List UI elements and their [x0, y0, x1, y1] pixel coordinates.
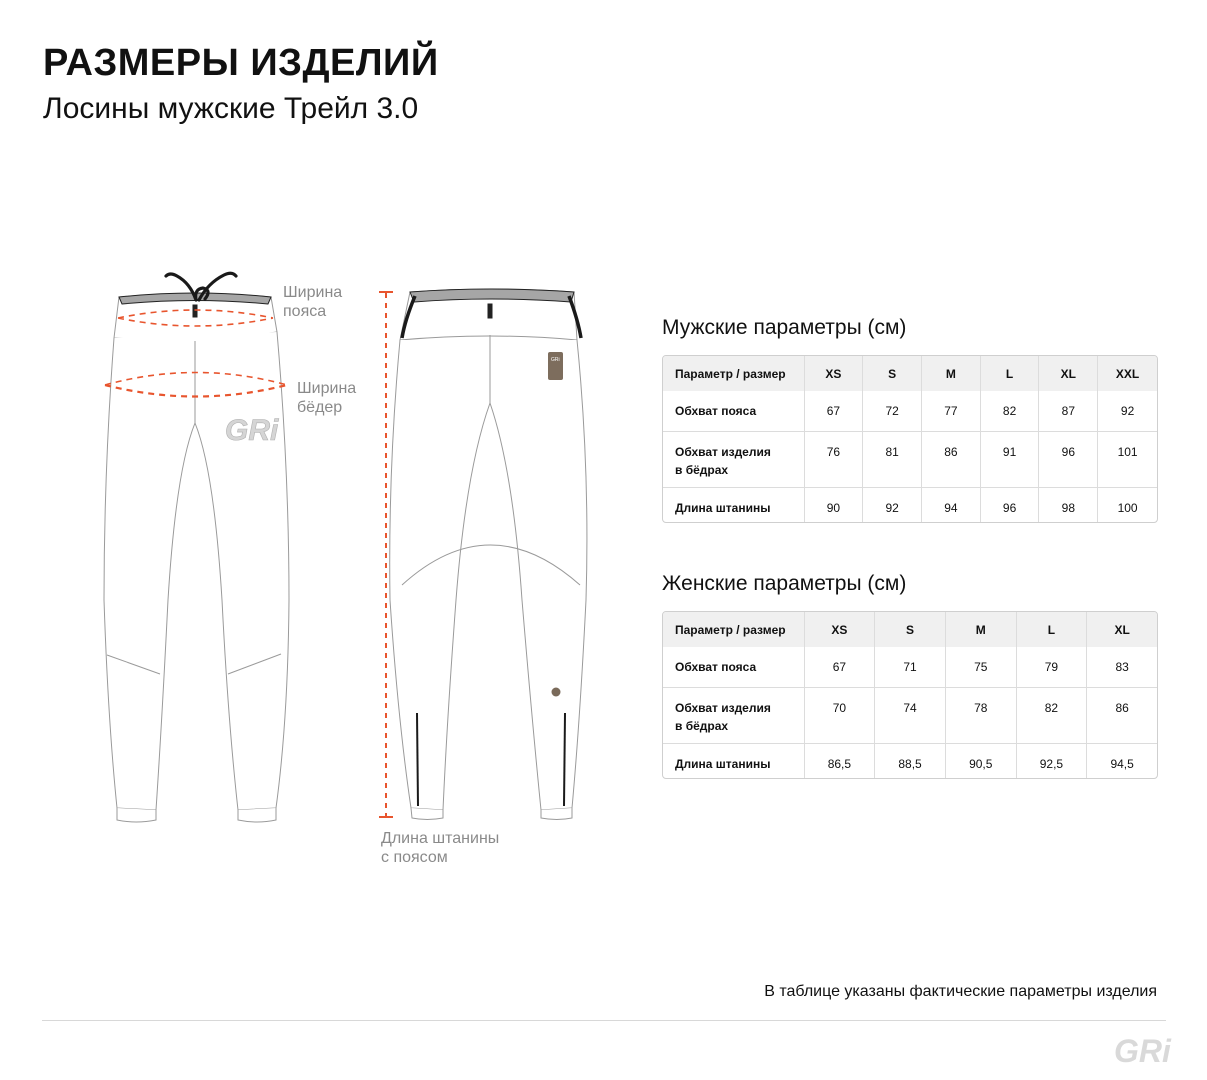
table-row	[663, 647, 1157, 688]
table-cell: 86	[1087, 688, 1157, 744]
table-cell: 92	[863, 488, 922, 522]
table-cell: 86	[922, 432, 981, 488]
table-header-row	[663, 612, 1157, 647]
table-cell: 90,5	[946, 744, 1017, 778]
women-size-table	[662, 611, 1158, 779]
row-label: Обхват пояса	[663, 647, 805, 688]
table-cell: 94,5	[1110, 757, 1134, 771]
header-cell: XS	[805, 612, 876, 647]
table-cell: 82	[981, 391, 1040, 432]
product-name: Лосины мужские Трейл 3.0	[43, 92, 419, 125]
header-cell: S	[875, 612, 946, 647]
row-label: Обхват изделия в бёдрах	[663, 688, 805, 744]
men-table-title: Мужские параметры (см)	[662, 316, 907, 339]
label-hip-width: Ширина бёдер	[297, 380, 357, 416]
header-cell: M	[922, 356, 981, 391]
header-cell: L	[981, 356, 1040, 391]
table-cell: 86,5	[805, 744, 876, 778]
pants-front-view	[104, 273, 289, 822]
table-cell: 67	[805, 391, 864, 432]
table-header-row	[663, 356, 1157, 391]
header-cell: Параметр / размер	[663, 356, 805, 391]
svg-text:GRi: GRi	[1114, 1033, 1171, 1069]
table-cell: 71	[875, 647, 946, 688]
brand-tag-text: GRi	[551, 357, 560, 363]
row-label: Длина штанины	[663, 488, 805, 522]
table-cell: 88,5	[875, 744, 946, 778]
table-cell: 75	[946, 647, 1017, 688]
gri-logo-icon	[1112, 1030, 1172, 1070]
men-size-table	[662, 355, 1158, 523]
table-cell: 70	[805, 688, 876, 744]
header-cell: XXL	[1098, 356, 1157, 391]
header-cell: S	[863, 356, 922, 391]
footer-divider	[42, 1020, 1166, 1021]
page-title: РАЗМЕРЫ ИЗДЕЛИЙ	[43, 42, 439, 84]
table-cell: 83	[1087, 647, 1157, 688]
table-cell: 77	[922, 391, 981, 432]
header-cell: M	[946, 612, 1017, 647]
row-label: Длина штанины	[663, 744, 805, 778]
row-label: Обхват изделия в бёдрах	[663, 432, 805, 488]
pants-diagram	[0, 0, 600, 880]
table-cell: 98	[1039, 488, 1098, 522]
table-cell: 96	[1039, 432, 1098, 488]
pants-back-view	[390, 289, 587, 820]
table-cell: 79	[1017, 647, 1088, 688]
table-cell: 76	[805, 432, 864, 488]
footnote: В таблице указаны фактические параметры изделия	[764, 983, 1157, 1000]
table-row	[663, 744, 1157, 778]
back-legs-outline	[390, 340, 587, 810]
table-row	[663, 432, 1157, 488]
women-table-title: Женские параметры (см)	[662, 572, 907, 595]
table-cell: 72	[863, 391, 922, 432]
table-cell: 101	[1098, 432, 1157, 488]
table-cell: 94	[922, 488, 981, 522]
header-cell: Параметр / размер	[663, 612, 805, 647]
brand-mark-front: GRi	[225, 414, 279, 447]
label-leg-length: Длина штанины с поясом	[381, 830, 500, 866]
table-row	[663, 688, 1157, 744]
table-row	[663, 391, 1157, 432]
row-label: Обхват пояса	[663, 391, 805, 432]
table-cell: 92,5	[1017, 744, 1088, 778]
reflective-dot-icon	[552, 688, 561, 697]
front-legs-outline	[104, 332, 289, 810]
table-cell: 91	[981, 432, 1040, 488]
header-cell: XL	[1039, 356, 1098, 391]
table-cell: 78	[946, 688, 1017, 744]
table-row	[663, 488, 1157, 522]
table-cell: 67	[805, 647, 876, 688]
table-cell: 96	[981, 488, 1040, 522]
table-cell: 81	[863, 432, 922, 488]
label-waist-width: Ширина пояса	[283, 284, 343, 320]
header-cell: XS	[805, 356, 864, 391]
table-cell: 100	[1117, 501, 1138, 515]
header-cell: L	[1017, 612, 1088, 647]
table-cell: 74	[875, 688, 946, 744]
table-cell: 92	[1098, 391, 1157, 432]
table-cell: 90	[805, 488, 864, 522]
table-cell: 82	[1017, 688, 1088, 744]
header-cell: XL	[1087, 612, 1157, 647]
table-cell: 87	[1039, 391, 1098, 432]
